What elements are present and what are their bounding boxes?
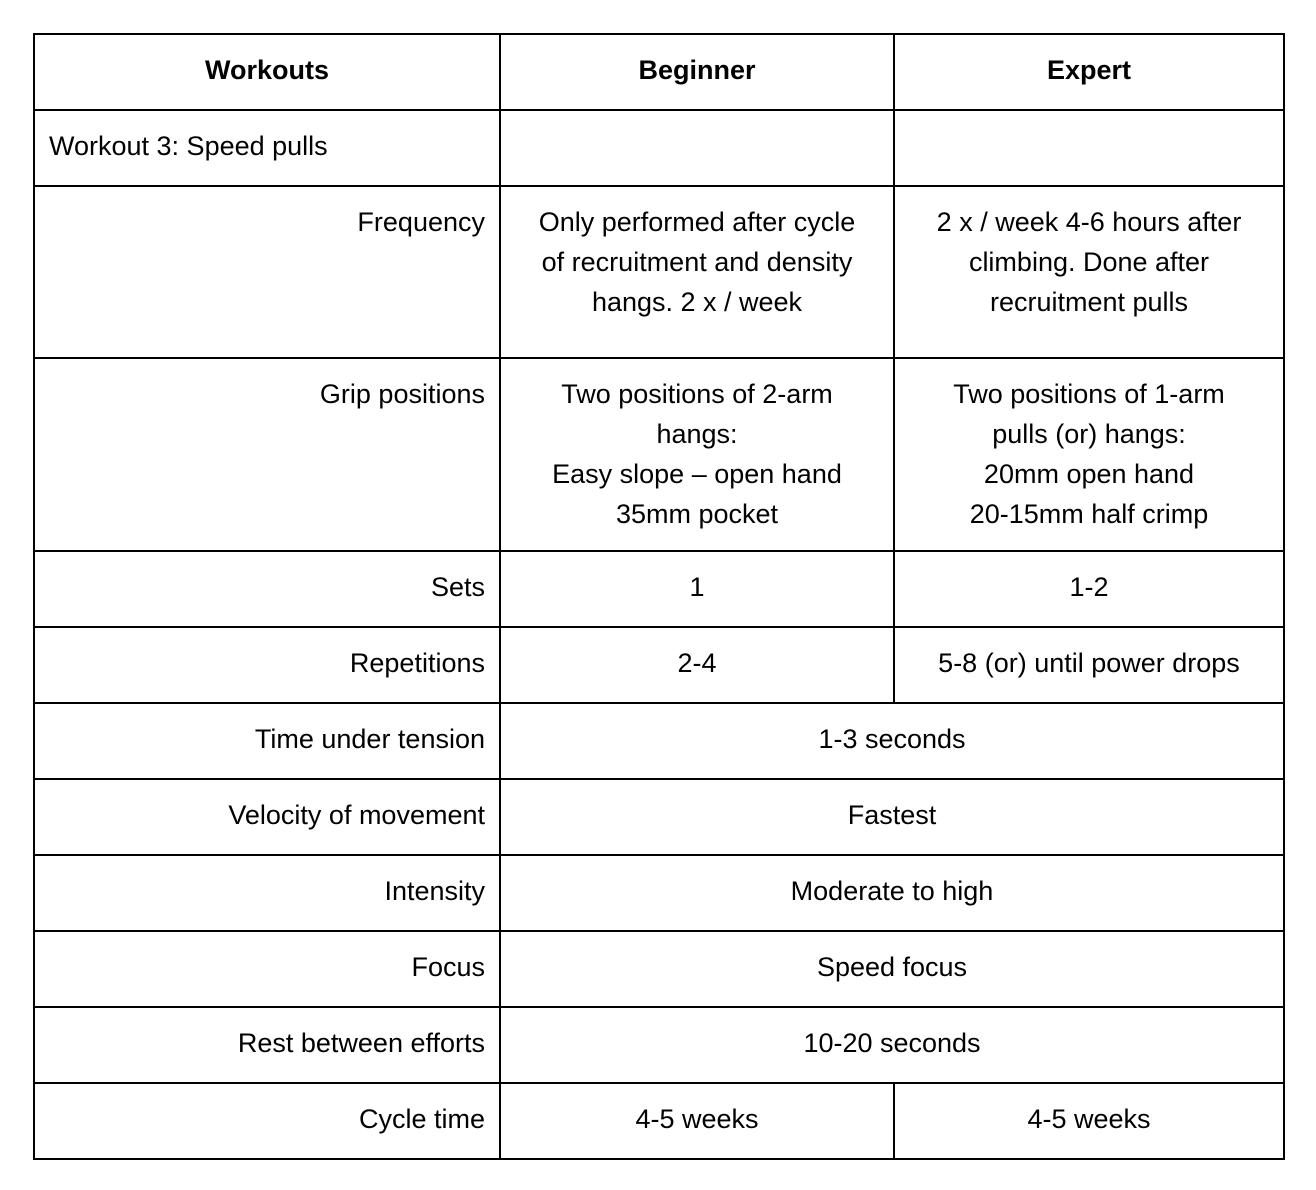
repetitions-label: Repetitions <box>34 627 500 703</box>
header-workouts: Workouts <box>34 34 500 110</box>
section-title-expert-empty <box>894 110 1284 186</box>
velocity-value: Fastest <box>500 779 1284 855</box>
cycle-time-label: Cycle time <box>34 1083 500 1159</box>
section-title-beginner-empty <box>500 110 894 186</box>
rest-row <box>34 1007 1284 1083</box>
rest-label: Rest between efforts <box>34 1007 500 1083</box>
time-under-tension-label: Time under tension <box>34 703 500 779</box>
grip-beginner-line: hangs: <box>656 419 738 449</box>
intensity-label: Intensity <box>34 855 500 931</box>
rest-value: 10-20 seconds <box>500 1007 1284 1083</box>
frequency-expert-line: 2 x / week 4-6 hours after <box>936 207 1242 237</box>
header-expert: Expert <box>894 34 1284 110</box>
sets-beginner: 1 <box>500 551 894 627</box>
cycle-time-expert: 4-5 weeks <box>894 1083 1284 1159</box>
frequency-beginner-line: of recruitment and density <box>541 247 853 277</box>
sets-row <box>34 551 1284 627</box>
section-title: Workout 3: Speed pulls <box>34 110 500 186</box>
intensity-row <box>34 855 1284 931</box>
velocity-label: Velocity of movement <box>34 779 500 855</box>
grip-expert-line: Two positions of 1-arm <box>953 379 1225 409</box>
frequency-beginner <box>500 186 894 358</box>
grip-expert-line: pulls (or) hangs: <box>992 419 1186 449</box>
time-under-tension-value: 1-3 seconds <box>500 703 1284 779</box>
focus-label: Focus <box>34 931 500 1007</box>
focus-value: Speed focus <box>500 931 1284 1007</box>
frequency-expert <box>894 186 1284 358</box>
grip-positions-expert <box>894 358 1284 551</box>
workout-table <box>33 33 1285 1160</box>
grip-beginner-line: 35mm pocket <box>615 499 779 529</box>
cycle-time-row <box>34 1083 1284 1159</box>
grip-expert-line: 20mm open hand <box>983 459 1195 489</box>
grip-positions-label: Grip positions <box>34 358 500 551</box>
sets-expert: 1-2 <box>894 551 1284 627</box>
grip-beginner-line: Easy slope – open hand <box>552 459 842 489</box>
focus-row <box>34 931 1284 1007</box>
frequency-beginner-line: Only performed after cycle <box>538 207 856 237</box>
grip-positions-row <box>34 358 1284 551</box>
frequency-row <box>34 186 1284 358</box>
frequency-label: Frequency <box>34 186 500 358</box>
sets-label: Sets <box>34 551 500 627</box>
grip-expert-line: 20-15mm half crimp <box>969 499 1209 529</box>
repetitions-row <box>34 627 1284 703</box>
header-row <box>34 34 1284 110</box>
intensity-value: Moderate to high <box>500 855 1284 931</box>
frequency-expert-line: recruitment pulls <box>989 287 1189 317</box>
repetitions-expert: 5-8 (or) until power drops <box>894 627 1284 703</box>
repetitions-beginner: 2-4 <box>500 627 894 703</box>
header-beginner: Beginner <box>500 34 894 110</box>
time-under-tension-row <box>34 703 1284 779</box>
cycle-time-beginner: 4-5 weeks <box>500 1083 894 1159</box>
workout-table-container <box>33 33 1283 1160</box>
frequency-beginner-line: hangs. 2 x / week <box>591 287 803 317</box>
frequency-expert-line: climbing. Done after <box>968 247 1210 277</box>
grip-positions-beginner <box>500 358 894 551</box>
grip-beginner-line: Two positions of 2-arm <box>561 379 833 409</box>
velocity-row <box>34 779 1284 855</box>
section-title-row <box>34 110 1284 186</box>
